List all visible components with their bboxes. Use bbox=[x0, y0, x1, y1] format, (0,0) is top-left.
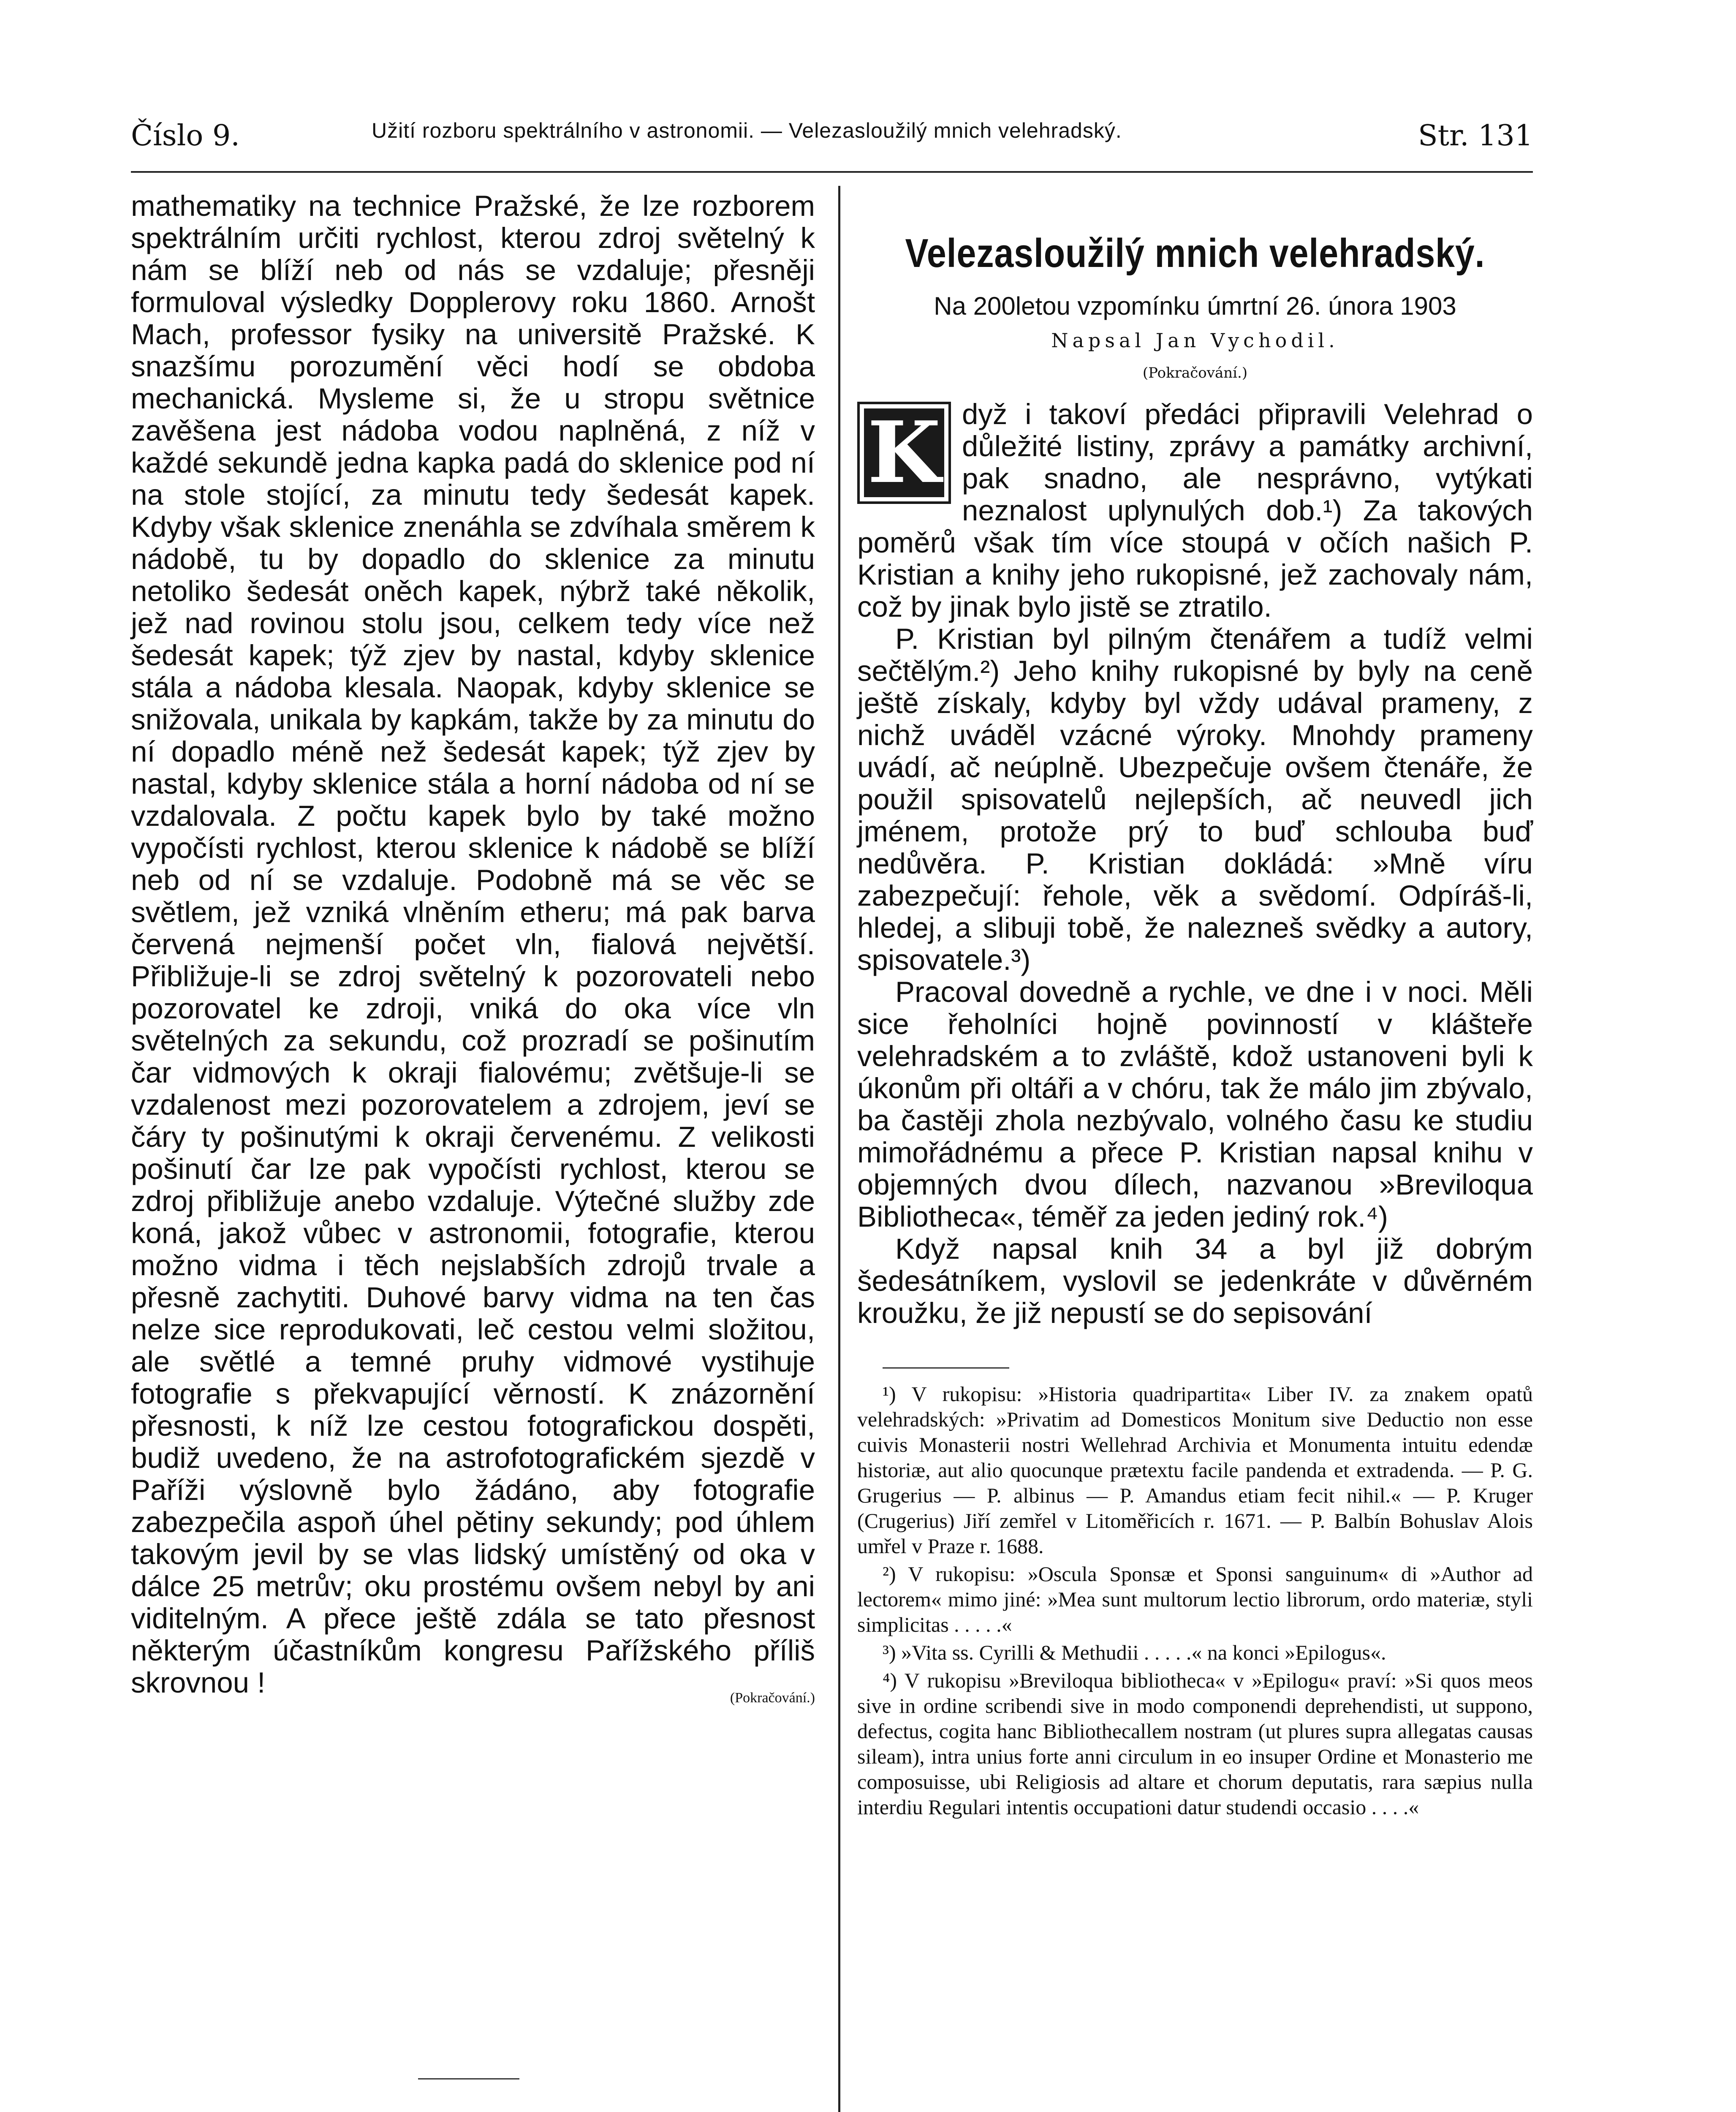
footnote-4: ⁴) V rukopisu »Breviloqua bibliotheca« v »Epilogu« praví: »Si quos meos sive in ordine scribendi sive in modo componendi deprehendisti, ut suppono, defectus, cogita hanc Bibliothecallem nostram (ut plures supra allegatas causas sileam), intra unius forte anni circulum in eo insuper Ordine et Monasterio me composuisse, ubi Religiosis ad altare et chorum deputatis, rara sæpius nulla interdiu Regulari intentis occupationi datur studendi occasio . . . .« bbox=[857, 1668, 1533, 1819]
footnotes bbox=[857, 1381, 1533, 1820]
running-header bbox=[131, 111, 1533, 166]
article-author: Napsal Jan Vychodil. bbox=[1051, 329, 1339, 352]
article-paragraph-1-text: dyž i takoví předáci připravili Velehrad o důležité listiny, zprávy a památky archivní, pak snadno, ale nesprávno, vytýkati neznalost uplynulých dob.¹) Za takových poměrů však tím více stoupá v očích našich P. Kristian a knihy jeho rukopisné, jež zachovaly nám, což by jinak bylo jistě se ztratilo. bbox=[857, 398, 1533, 623]
footnote-1: ¹) V rukopisu: »Historia quadripartita« Liber IV. za znakem opatů velehradských: »Privatim ad Domesticos Monitum sive Deductio non esse cuivis Monasterii nostri Wellehrad Archivia et Monumenta intuitu edendæ historiæ, aut alio quocunque prætextu facile pandenda et extradenda. — P. G. Grugerius — P. albinus — P. Amandus etiam fecit nihil.« — P. Kruger (Crugerius) Jiří zemřel v Litoměřicích r. 1671. — P. Balbín Bohuslav Alois umřel v Praze r. 1688. bbox=[857, 1382, 1533, 1558]
left-continued-note: (Pokračování.) bbox=[730, 1690, 815, 1706]
issue-number: Číslo 9. bbox=[131, 119, 240, 152]
article-paragraph-2: P. Kristian byl pilným čtenářem a tudíž velmi sečtělým.²) Jeho knihy rukopisné by byly na ceně ještě získaly, kdyby byl vždy udával prameny, z nichž uváděl vzácné výroky. Mnohdy prameny uvádí, ač neúplně. Ubezpečuje ovšem čtenáře, že použil spisovatelů nejlepších, ač neuvedl jich jménem, protože prý to buď schlouba buď nedůvěra. P. Kristian dokládá: »Mně víru zabezpečují: řehole, věk a svědomí. Odpíráš-li, hledej, a slibuji tobě, že nalezneš svědky a autory, spisovatele.³) bbox=[857, 623, 1533, 976]
column-divider bbox=[838, 186, 840, 2112]
footnote-rule bbox=[883, 1367, 1009, 1369]
left-paragraph: mathematiky na technice Pražské, že lze rozborem spektrálním určiti rychlost, kterou zdroj světelný k nám se blíží neb od nás se vzdaluje; přesněji formuloval výsledky Dopplerovy roku 1860. Arnošt Mach, professor fysiky na universitě Pražské. K snazšímu porozumění věci hodí se obdoba mechanická. Mysleme si, že u stropu světnice zavěšena jest nádoba vodou naplněná, z níž v každé sekundě jedna kapka padá do sklenice pod ní na stole stojící, za minutu tedy šedesát kapek. Kdyby však sklenice znenáhla se zdvíhala směrem k nádobě, tu by dopadlo do sklenice za minutu netoliko šedesát oněch kapek, nýbrž také několik, jež nad rovinou stolu jsou, celkem tedy více než šedesát kapek; týž zjev by nastal, kdyby sklenice stála a nádoba klesala. Naopak, kdyby sklenice se snižovala, unikala by kapkám, takže by za minutu do ní dopadlo méně než šedesát kapek; týž zjev by nastal, kdyby sklenice stála a horní nádoba od ní se vzdalovala. Z počtu kapek bylo by také možno vypočísti rychlost, kterou sklenice k nádobě se blíží neb od ní se vzdaluje. Podobně má se věc se světlem, jež vzniká vlněním etheru; má pak barva červená nejmenší počet vln, fialová největší. Přibližuje-li se zdroj světelný k pozorovateli nebo pozorovatel ke zdroji, vniká do oka více vln světelných za sekundu, což prozradí se pošinutím čar vidmových k okraji fialovému; zvětšuje-li se vzdalenost mezi pozorovatelem a zdrojem, jeví se čáry ty pošinutými k okraji červenému. Z velikosti pošinutí čar lze pak vypočísti rychlost, kterou se zdroj přibližuje anebo vzdaluje. Výtečné služby zde koná, jakož vůbec v astronomii, fotografie, kterou možno vidma i těch nejslabších zdrojů trvale a přesně zachytiti. Duhové barvy vidma na ten čas nelze sice reprodukovati, leč cestou velmi složitou, ale světlé a temné pruhy vidmové vystihuje fotografie s překvapující věrností. K znázornění přesnosti, k níž lze cestou fotografickou dospěti, budiž uvedeno, že na astrofotografickém sjezdě v Paříži výslovně bylo žádáno, aby fotografie zabezpečila aspoň úhel pětiny sekundy; pod úhlem takovým jevil by se vlas lidský umístěný od oka v dálce 25 metrův; oku prostému ovšem nebyl by ani viditelným. A přece ještě zdála se tato přesnost některým účastníkům kongresu Pařížského příliš skrovnou ! bbox=[131, 190, 815, 1699]
footnote-3: ³) »Vita ss. Cyrilli & Methudii . . . . .« na konci »Epilogus«. bbox=[883, 1641, 1386, 1664]
left-end-rule bbox=[418, 2078, 519, 2079]
article-body bbox=[857, 398, 1533, 1329]
article-continuation: (Pokračování.) bbox=[1142, 365, 1248, 381]
article-paragraph-3: Pracoval dovedně a rychle, ve dne i v noci. Měli sice řeholníci hojně povinností v klášteře velehradském a to zvláště, kdož ustanoveni byli k úkonům při oltáři a v chóru, tak že málo jim zbývalo, ba častěji zhola nezbývalo, volného času ke studiu mimořádnému a přece P. Kristian napsal knihu v objemných dvou dílech, nazvanou »Breviloqua Bibliotheca«, téměř za jeden jediný rok.⁴) bbox=[857, 976, 1533, 1233]
footnote-2: ²) V rukopisu: »Oscula Sponsæ et Sponsi sanguinum« di »Author ad lectorem« mimo jiné: »Mea sunt multorum lectio librorum, ordo materiæ, styli simplicitas . . . . .« bbox=[857, 1562, 1533, 1636]
header-rule bbox=[131, 171, 1533, 173]
article-paragraph-4: Když napsal knih 34 a byl již dobrým šedesátníkem, vyslovil se jedenkráte v důvěrném kroužku, že již nepustí se do sepisování bbox=[857, 1233, 1533, 1329]
article-title: Velezasloužilý mnich velehradský. bbox=[905, 231, 1485, 276]
left-column bbox=[131, 190, 815, 1714]
right-column bbox=[857, 228, 1533, 1822]
dropcap-k: K bbox=[857, 402, 951, 504]
page-number: Str. 131 bbox=[1418, 119, 1533, 152]
article-paragraph-1 bbox=[857, 398, 1533, 623]
running-title: Užití rozboru spektrálního v astronomii. — Velezasloužilý mnich velehradský. bbox=[372, 119, 1122, 142]
article-subtitle: Na 200letou vzpomínku úmrtní 26. února 1903 bbox=[934, 292, 1456, 320]
